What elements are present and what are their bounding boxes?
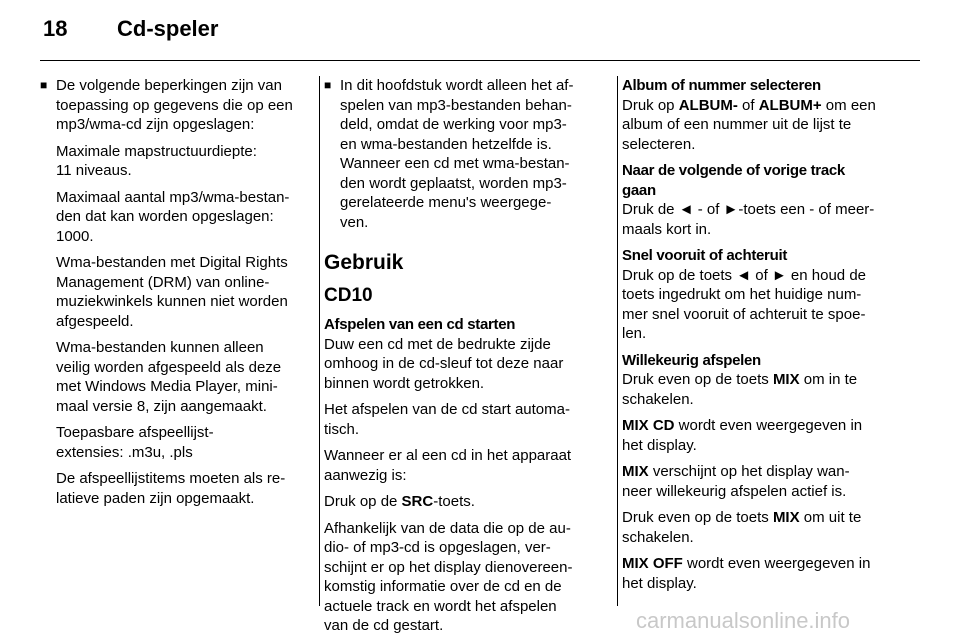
paragraph-mix-off: MIX OFF wordt even weergegeven in het display. — [622, 555, 871, 592]
paragraph-src-key: Druk op de SRC-toets. — [324, 493, 475, 510]
column-divider-1 — [319, 76, 320, 606]
paragraph-mix-active: MIX verschijnt op het display wan- neer willekeurig afspelen actief is. — [622, 463, 850, 500]
section-random-play: Willekeurig afspelen Druk even op de toets MIX om in te schakelen. — [622, 351, 912, 410]
section-album-select: Album of nummer selecteren Druk op ALBUM- of ALBUM+ om een album of een nummer uit de lijst te selecteren. — [622, 76, 912, 154]
paragraph-autoplay: Het afspelen van de cd start automa- tisch. — [324, 401, 570, 438]
heading-gebruik: Gebruik — [324, 251, 404, 274]
column-2 — [324, 76, 608, 643]
bullet-chapter-note: ■ In dit hoofdstuk wordt alleen het af- spelen van mp3-bestanden behan- deld, omdat de werking voor mp3- en wma-bestanden hetzelfde is. Wanneer een cd met wma-bestan- den wordt geplaatst, worden mp3- gerelateerde menu's weergege- ven. — [324, 77, 574, 231]
section-title-random: Willekeurig afspelen — [622, 351, 761, 369]
chapter-title: Cd-speler — [117, 16, 219, 41]
bullet-restrictions: ■ De volgende beperkingen zijn van toepassing op gegevens die op een mp3/wma-cd zijn opgeslagen: — [40, 77, 293, 133]
subheading-cd10: CD10 — [324, 285, 373, 306]
column-divider-2 — [617, 76, 618, 606]
display-mix-off: MIX OFF — [622, 555, 683, 572]
section-title-track-2: gaan — [622, 181, 656, 199]
header-rule — [40, 60, 920, 61]
paragraph-cd-present: Wanneer er al een cd in het apparaat aanwezig is: — [324, 447, 572, 484]
key-mix-off: MIX — [772, 509, 800, 526]
paragraph-playlist-ext: Toepasbare afspeellijst- extensies: .m3u, .pls — [56, 424, 214, 461]
display-mix-cd: MIX CD — [622, 417, 675, 434]
section-title-album: Album of nummer selecteren — [622, 77, 821, 94]
section-title-track-1: Naar de volgende of vorige track — [622, 162, 845, 179]
section-start-cd: Afspelen van een cd starten Duw een cd met de bedrukte zijde omhoog in de cd-sleuf tot deze naar binnen wordt getrokken. — [324, 315, 608, 393]
page-header — [0, 0, 960, 60]
display-mix: MIX — [622, 463, 649, 480]
column-3 — [622, 76, 912, 600]
paragraph-depth: Maximale mapstructuurdiepte: 11 niveaus. — [56, 142, 257, 179]
paragraph-drm: Wma-bestanden met Digital Rights Management (DRM) van online- muziekwinkels kunnen niet worden afgespeeld. — [56, 254, 288, 330]
key-album-minus: ALBUM- — [678, 96, 738, 114]
key-src: SRC — [401, 493, 434, 510]
section-title-start: Afspelen van een cd starten — [324, 316, 516, 333]
paragraph-playlist-paths: De afspeellijstitems moeten als re- latieve paden zijn opgemaakt. — [56, 470, 286, 507]
key-album-plus: ALBUM+ — [758, 96, 822, 114]
bullet-square-icon: ■ — [40, 78, 48, 92]
paragraph-mix-cd: MIX CD wordt even weergegeven in het display. — [622, 417, 863, 454]
paragraph-wma-player: Wma-bestanden kunnen alleen veilig worden afgespeeld als deze met Windows Media Player, mini- maal versie 8, zijn aangemaakt. — [56, 339, 282, 415]
paragraph-mix-off-press: Druk even op de toets MIX om uit te schakelen. — [622, 509, 862, 546]
section-track-skip: Naar de volgende of vorige track gaan Druk de ◄ - of ►-toets een - of meer- maals kort in. — [622, 161, 912, 239]
watermark: carmanualsonline.info — [636, 608, 851, 633]
column-1 — [40, 76, 312, 515]
page-number: 18 — [43, 16, 68, 41]
section-title-seek: Snel vooruit of achteruit — [622, 247, 788, 264]
bullet-square-icon: ■ — [324, 78, 332, 92]
key-mix: MIX — [772, 371, 800, 388]
paragraph-display-info: Afhankelijk van de data die op de au- dio- of mp3-cd is opgeslagen, ver- schijnt er op het display dienovereen- komstig informatie over de cd en de actuele track en wordt het afspelen van de cd gestart. — [324, 519, 573, 634]
paragraph-max-files: Maximaal aantal mp3/wma-bestan- den dat kan worden opgeslagen: 1000. — [56, 188, 290, 245]
section-seek: Snel vooruit of achteruit Druk op de toets ◄ of ► en houd de toets ingedrukt om het huidige num- mer snel vooruit of achteruit te spoe- len. — [622, 246, 912, 344]
